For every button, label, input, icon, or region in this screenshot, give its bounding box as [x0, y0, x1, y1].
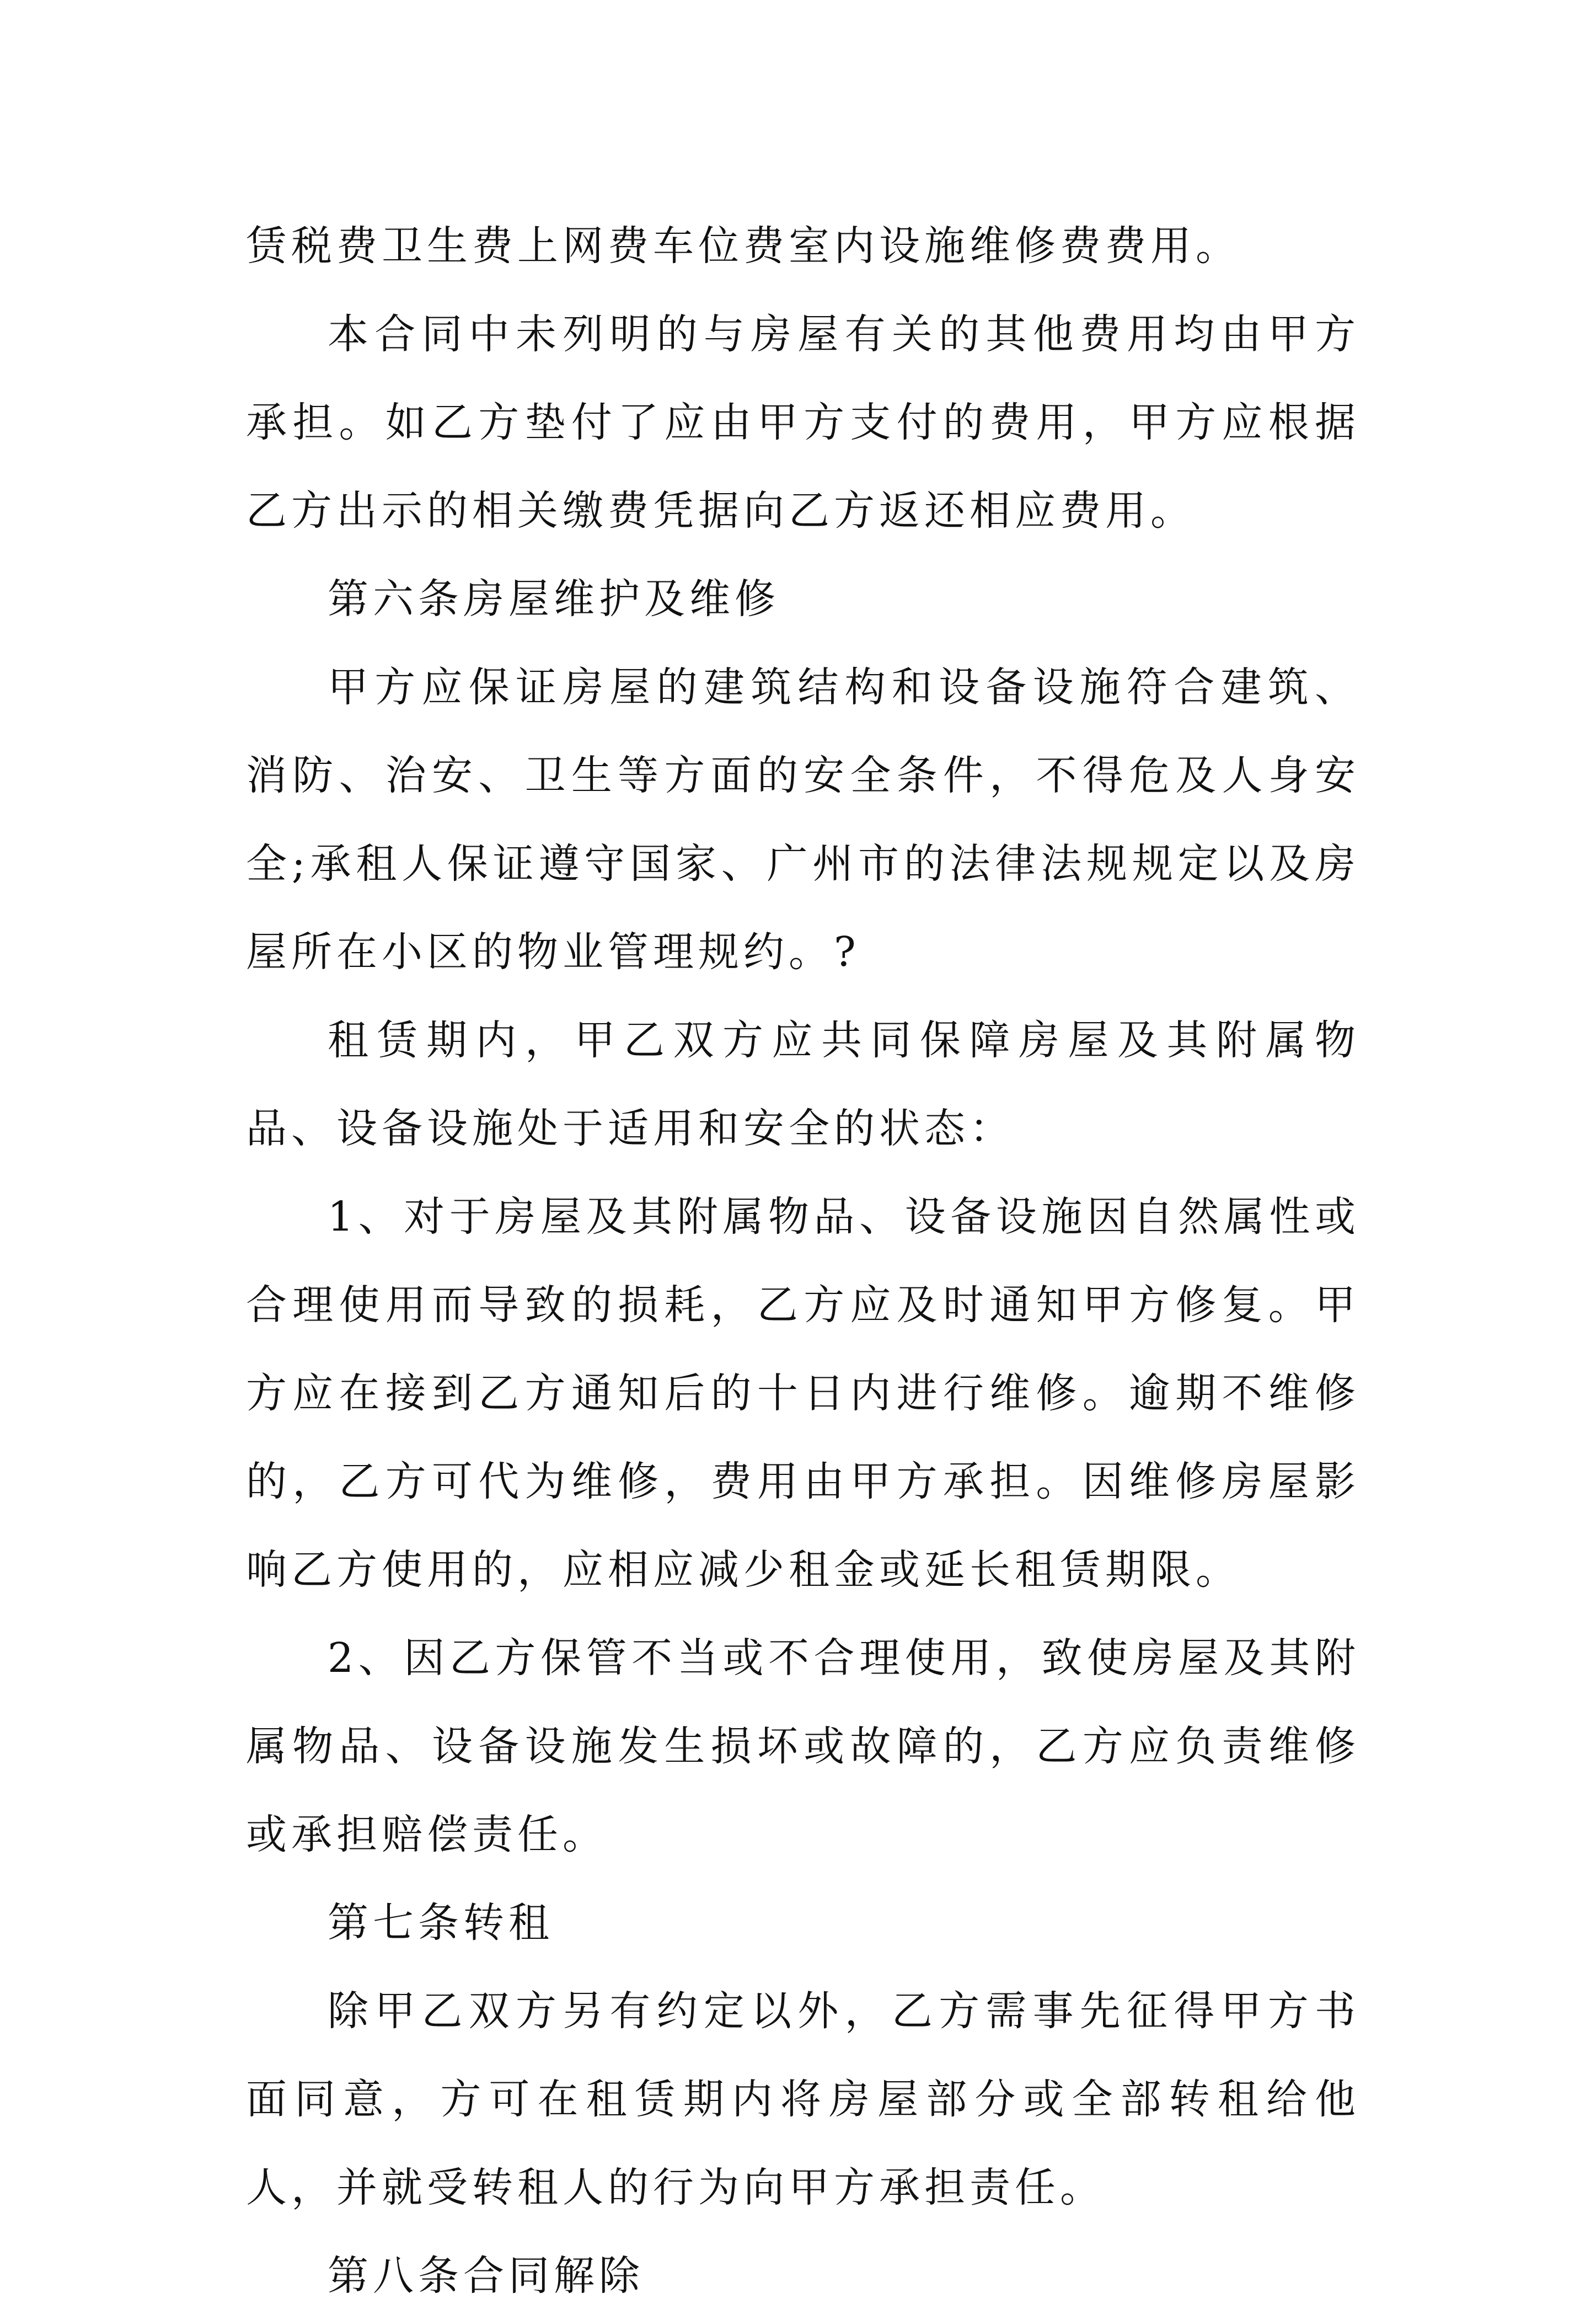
paragraph-clause-1: 1、对于房屋及其附属物品、设备设施因自然属性或合理使用而导致的损耗，乙方应及时通知甲方修复。甲方应在接到乙方通知后的十日内进行维修。逾期不维修的，乙方可代为维修，费用由甲方承担。因维修房屋影响乙方使用的，应相应减少租金或延长租赁期限。: [246, 1193, 1360, 1594]
heading-article-7: 第七条转租: [328, 1899, 554, 1947]
paragraph-safety-obligations: 甲方应保证房屋的建筑结构和设备设施符合建筑、消防、治安、卫生等方面的安全条件，不得危及人身安全;承租人保证遵守国家、广州市的法律法规规定以及房屋所在小区的物业管理规约。?: [246, 664, 1360, 976]
heading-article-6: 第六条房屋维护及维修: [328, 575, 780, 623]
paragraph-fee-list: 赁税费卫生费上网费车位费室内设施维修费费用。: [246, 222, 1241, 270]
paragraph-other-fees: 本合同中未列明的与房屋有关的其他费用均由甲方承担。如乙方垫付了应由甲方支付的费用，甲方应根据乙方出示的相关缴费凭据向乙方返还相应费用。: [246, 311, 1360, 534]
paragraph-clause-2: 2、因乙方保管不当或不合理使用，致使房屋及其附属物品、设备设施发生损坏或故障的，乙方应负责维修或承担赔偿责任。: [246, 1634, 1360, 1858]
document-body: [246, 202, 1360, 2320]
paragraph-sublease: 除甲乙双方另有约定以外，乙方需事先征得甲方书面同意，方可在租赁期内将房屋部分或全部转租给他人，并就受转租人的行为向甲方承担责任。: [246, 1987, 1360, 2211]
heading-article-8: 第八条合同解除: [328, 2252, 644, 2300]
paragraph-lease-period-maintenance: 租赁期内，甲乙双方应共同保障房屋及其附属物品、设备设施处于适用和安全的状态：: [246, 1017, 1360, 1152]
